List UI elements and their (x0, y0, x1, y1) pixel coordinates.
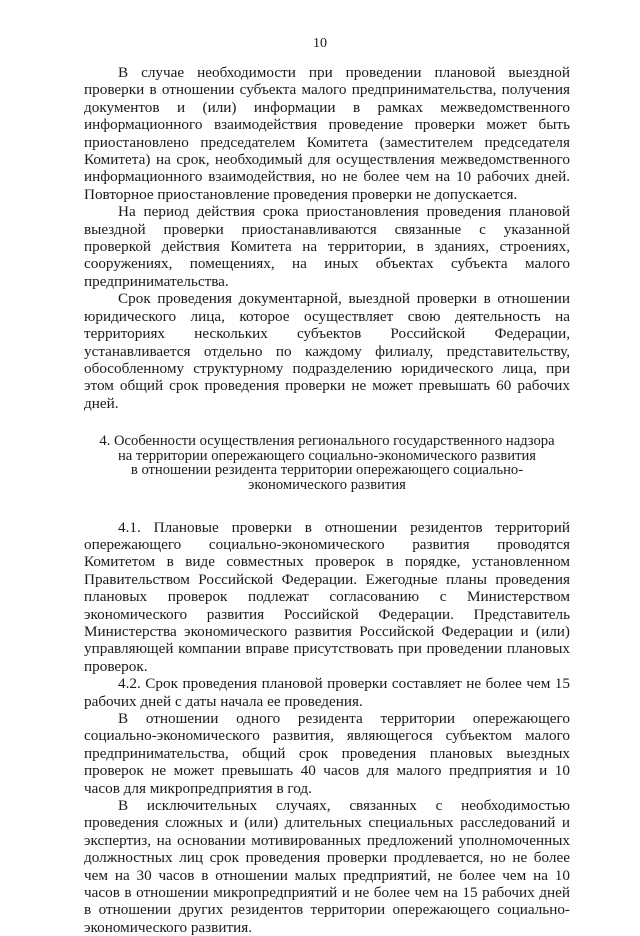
section-heading-line: экономического развития (248, 476, 406, 493)
paragraph-4-2: 4.2. Срок проведения плановой проверки составляет не более чем 15 рабочих дней с даты начала ее проведения. (84, 675, 570, 710)
paragraph-exceptional-cases: В исключительных случаях, связанных с необходимостью проведения сложных и (или) длительных специальных расследований и экспертиз, на основании мотивированных предложений уполномоченных должностных лиц срок проведения проверки продлевается, но не более чем на 30 часов в отношении малых предприятий, не более чем на 10 часов в отношении микропредприятий и не более чем на 15 рабочих дней в отношении других резидентов территории опережающего социально-экономического развития. (84, 797, 570, 936)
paragraph-4-1: 4.1. Плановые проверки в отношении резидентов территорий опережающего социально-экономического развития проводятся Комитетом в виде совместных проверок в порядке, установленном Правительством Российской Федерации. Ежегодные планы проведения плановых проверок подлежат согласованию с Министерством экономического развития Российской Федерации. Представитель Министерства экономического развития Российской Федерации и (или) управляющей компании вправе присутствовать при проведении плановых проверок. (84, 518, 570, 675)
paragraph-suspension: В случае необходимости при проведении плановой выездной проверки в отношении субъекта малого предпринимательства, получения документов и (или) информации в рамках межведомственного информационного взаимодействия проведение проверки может быть приостановлено председателем Комитета (заместителем председателя Комитета) на срок, необходимый для осуществления межведомственного информационного взаимодействия, но не более чем на 10 рабочих дней. Повторное приостановление проведения проверки не допускается. (84, 64, 570, 203)
paragraph-resident-limit: В отношении одного резидента территории опережающего социально-экономического развития, являющегося субъектом малого предпринимательства, общий срок проведения плановых выездных проверок не может превышать 40 часов для малого предприятия и 10 часов для микропредприятия в год. (84, 709, 570, 797)
paragraph-inspection-term: Срок проведения документарной, выездной проверки в отношении юридического лица, которое осуществляет свою деятельность на территориях нескольких субъектов Российской Федерации, устанавливается отдельно по каждому филиалу, представительству, обособленному структурному подразделению юридического лица, при этом общий срок проведения проверки не может превышать 60 рабочих дней. (84, 290, 570, 412)
section-heading-line: 4. Особенности осуществления регионального государственного надзора (99, 433, 555, 450)
section-heading-line: в отношении резидента территории опережающего социально- (130, 462, 524, 479)
paragraph-suspension-period: На период действия срока приостановления проведения плановой выездной проверки приостанавливаются связанные с указанной проверкой действия Комитета на территории, в зданиях, строениях, сооружениях, помещениях, на иных объектах субъекта малого предпринимательства. (84, 203, 570, 290)
document-body (84, 64, 570, 936)
page-number: 10 (313, 36, 327, 51)
section-heading (84, 434, 570, 492)
section-heading-line: на территории опережающего социально-экономического развития (117, 447, 537, 464)
